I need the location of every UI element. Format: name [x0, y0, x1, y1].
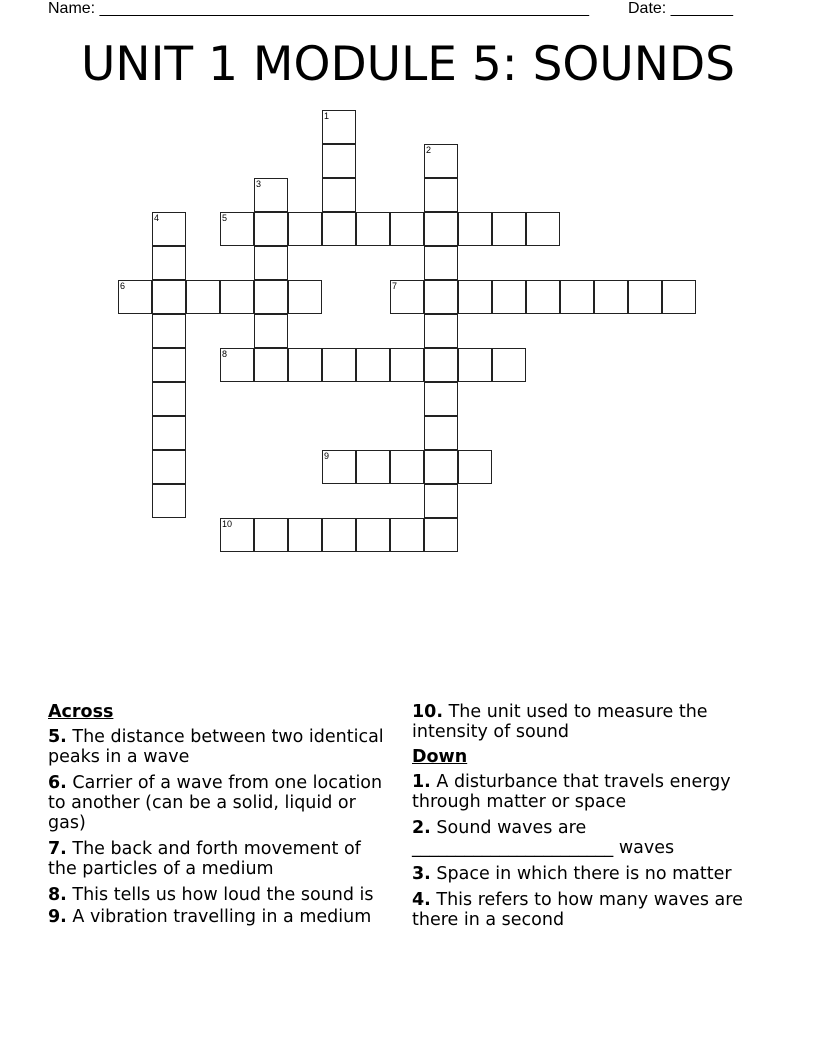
clue-number: 9 — [324, 451, 330, 461]
crossword-cell[interactable] — [322, 110, 356, 144]
crossword-cell[interactable] — [628, 280, 662, 314]
crossword-cell[interactable] — [526, 212, 560, 246]
crossword-cell[interactable] — [220, 212, 254, 246]
crossword-cell[interactable] — [220, 518, 254, 552]
date-field-line: Date: _______ — [628, 0, 733, 17]
crossword-cell[interactable] — [152, 314, 186, 348]
crossword-cell[interactable] — [254, 178, 288, 212]
clue-number: 5 — [222, 213, 228, 223]
crossword-cell[interactable] — [322, 518, 356, 552]
crossword-cell[interactable] — [458, 348, 492, 382]
crossword-cell[interactable] — [424, 212, 458, 246]
clue-number: 6 — [120, 281, 126, 291]
name-field-line: Name: _______________________________________________________ — [48, 0, 589, 17]
crossword-cell[interactable] — [118, 280, 152, 314]
crossword-cell[interactable] — [390, 518, 424, 552]
crossword-cell[interactable] — [424, 144, 458, 178]
crossword-cell[interactable] — [458, 450, 492, 484]
crossword-cell[interactable] — [390, 280, 424, 314]
crossword-cell[interactable] — [288, 280, 322, 314]
crossword-cell[interactable] — [254, 280, 288, 314]
down-clue: 3. Space in which there is no matter — [412, 864, 732, 884]
crossword-cell[interactable] — [152, 246, 186, 280]
crossword-cell[interactable] — [390, 212, 424, 246]
crossword-cell[interactable] — [322, 178, 356, 212]
crossword-cell[interactable] — [492, 212, 526, 246]
crossword-cell[interactable] — [458, 280, 492, 314]
crossword-cell[interactable] — [186, 280, 220, 314]
crossword-cell[interactable] — [458, 212, 492, 246]
clues-column-right — [412, 702, 772, 936]
crossword-cell[interactable] — [424, 314, 458, 348]
page-title: UNIT 1 MODULE 5: SOUNDS — [81, 37, 735, 92]
clue-number: 10 — [222, 519, 233, 529]
crossword-cell[interactable] — [424, 450, 458, 484]
crossword-cell[interactable] — [322, 348, 356, 382]
down-clue: 4. This refers to how many waves are there in a second — [412, 890, 743, 930]
crossword-cell[interactable] — [254, 314, 288, 348]
crossword-cell[interactable] — [254, 518, 288, 552]
crossword-cell[interactable] — [322, 212, 356, 246]
crossword-cell[interactable] — [424, 518, 458, 552]
crossword-cell[interactable] — [322, 450, 356, 484]
crossword-cell[interactable] — [356, 348, 390, 382]
crossword-cell[interactable] — [152, 416, 186, 450]
down-heading: Down — [412, 747, 468, 767]
crossword-cell[interactable] — [288, 518, 322, 552]
crossword-cell[interactable] — [152, 348, 186, 382]
crossword-cell[interactable] — [288, 212, 322, 246]
crossword-cell[interactable] — [220, 348, 254, 382]
crossword-cell[interactable] — [424, 416, 458, 450]
crossword-cell[interactable] — [424, 382, 458, 416]
crossword-cell[interactable] — [322, 144, 356, 178]
down-clue: 1. A disturbance that travels energy through matter or space — [412, 772, 731, 812]
across-clue: 8. This tells us how loud the sound is — [48, 885, 374, 905]
across-clue: 9. A vibration travelling in a medium — [48, 907, 372, 927]
clue-number: 8 — [222, 349, 228, 359]
across-clue: 5. The distance between two identical peaks in a wave — [48, 727, 384, 767]
clue-number: 7 — [392, 281, 398, 291]
crossword-cell[interactable] — [424, 348, 458, 382]
clue-number: 1 — [324, 111, 330, 121]
clue-number: 2 — [426, 145, 432, 155]
crossword-cell[interactable] — [152, 382, 186, 416]
clue-number: 3 — [256, 179, 262, 189]
crossword-cell[interactable] — [152, 450, 186, 484]
across-heading: Across — [48, 702, 114, 722]
crossword-cell[interactable] — [424, 178, 458, 212]
crossword-cell[interactable] — [254, 348, 288, 382]
across-clue: 10. The unit used to measure the intensity of sound — [412, 702, 708, 742]
crossword-cell[interactable] — [220, 280, 254, 314]
down-clue: 2. Sound waves are _______________________ waves — [412, 818, 675, 858]
crossword-cell[interactable] — [254, 246, 288, 280]
crossword-cell[interactable] — [424, 246, 458, 280]
crossword-cell[interactable] — [390, 348, 424, 382]
crossword-cell[interactable] — [662, 280, 696, 314]
crossword-cell[interactable] — [152, 212, 186, 246]
across-clue: 6. Carrier of a wave from one location to another (can be a solid, liquid or gas) — [48, 773, 383, 833]
crossword-cell[interactable] — [254, 212, 288, 246]
clues-column-left — [48, 702, 393, 933]
crossword-cell[interactable] — [492, 348, 526, 382]
crossword-cell[interactable] — [390, 450, 424, 484]
crossword-cell[interactable] — [356, 450, 390, 484]
crossword-cell[interactable] — [424, 484, 458, 518]
clue-number: 4 — [154, 213, 160, 223]
crossword-cell[interactable] — [492, 280, 526, 314]
crossword-cell[interactable] — [152, 280, 186, 314]
crossword-cell[interactable] — [356, 212, 390, 246]
crossword-cell[interactable] — [152, 484, 186, 518]
across-clue: 7. The back and forth movement of the particles of a medium — [48, 839, 361, 879]
crossword-cell[interactable] — [288, 348, 322, 382]
crossword-cell[interactable] — [424, 280, 458, 314]
crossword-cell[interactable] — [560, 280, 594, 314]
crossword-cell[interactable] — [356, 518, 390, 552]
crossword-cell[interactable] — [594, 280, 628, 314]
crossword-cell[interactable] — [526, 280, 560, 314]
